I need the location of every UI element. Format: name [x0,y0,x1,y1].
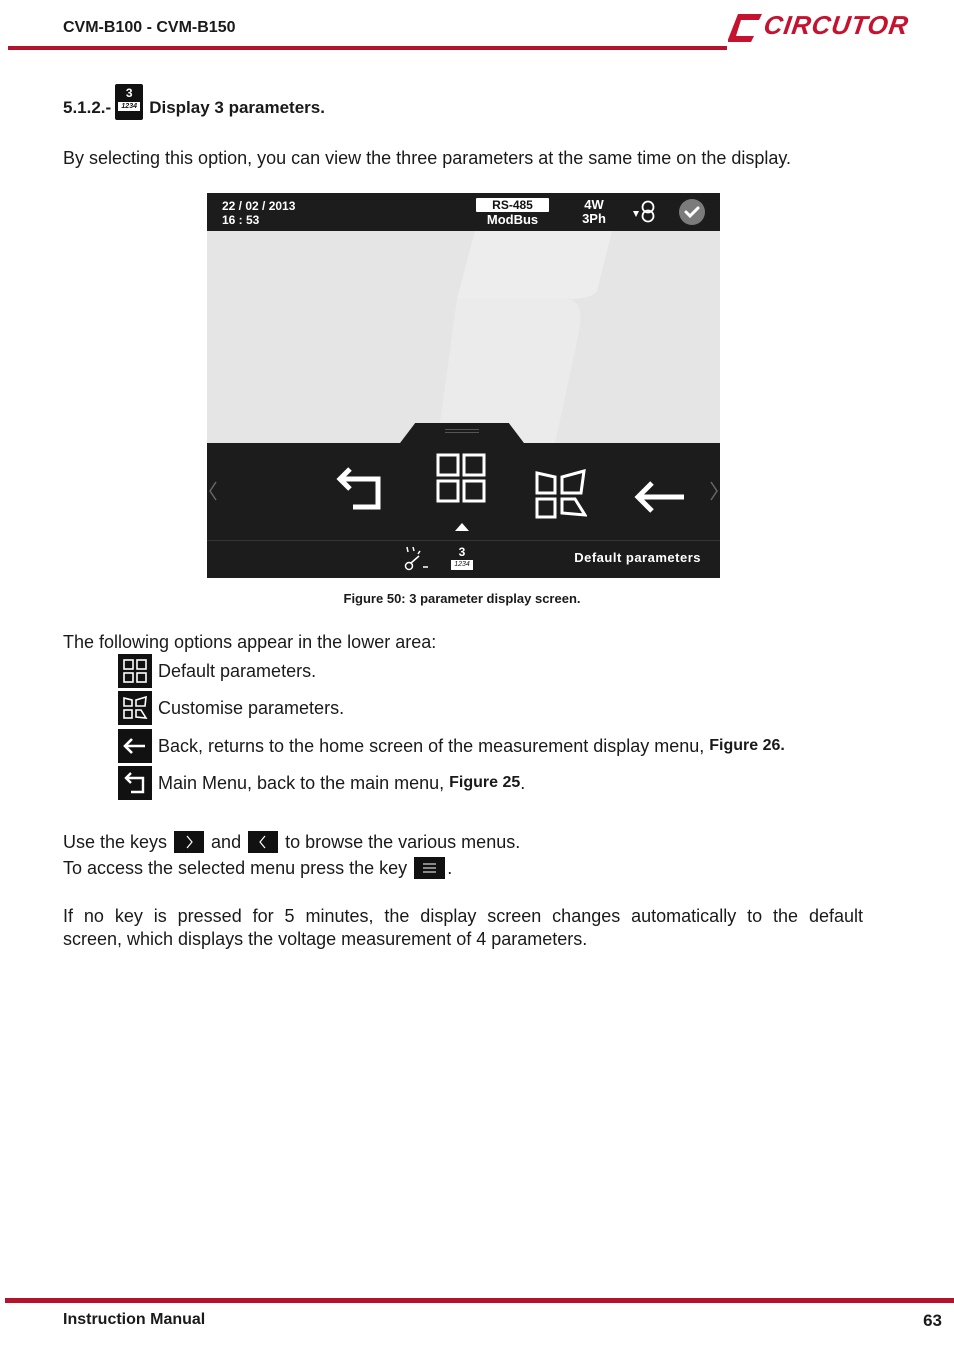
panel-tab-grip [445,429,479,433]
timeout-line1: If no key is pressed for 5 minutes, the display screen changes automatically to the default [63,906,863,926]
device-screen-figure [207,193,720,578]
status-datetime [222,199,295,227]
section-number: 5.1.2.- [63,98,112,117]
page-number: 63 [923,1311,942,1330]
option-main-menu [118,766,525,800]
gauge-icon [403,545,429,573]
wiring-type [577,198,611,226]
status-date: 22 / 02 / 2013 [222,199,296,213]
option-text: Default parameters. [158,660,317,681]
keys-text-start: Use the keys [63,831,168,852]
default-parameters-icon[interactable] [436,453,486,503]
figure-caption-text: Figure 50: 3 parameter display screen. [343,591,581,606]
menu-key-line [63,854,452,882]
default-parameters-icon [118,654,152,688]
option-customise-parameters [118,691,344,725]
menu-key-text: To access the selected menu press the key [63,857,408,878]
selection-caret-icon [455,523,469,531]
section-title: Display 3 parameters. [149,98,325,117]
back-arrow-icon [118,729,152,763]
scroll-right-icon[interactable] [708,479,720,503]
menu-key-icon [414,857,445,879]
wiring-line1: 4W [584,197,604,212]
icon-digits: 1234 [451,560,473,570]
right-key-icon [174,831,204,853]
back-arrow-icon[interactable] [634,479,686,515]
icon-digits: 1234 [118,102,140,111]
figure-reference: Figure 26. [709,737,785,754]
check-icon [679,199,705,225]
three-parameters-icon [450,545,474,573]
main-menu-icon [118,766,152,800]
customise-parameters-icon[interactable] [535,469,587,521]
options-intro: The following options appear in the lower area: [63,632,437,652]
option-text: Customise parameters. [158,697,345,718]
footer-manual-title: Instruction Manual [63,1311,206,1328]
option-text: Back, returns to the home screen of the measurement display menu, [158,735,705,756]
intro-paragraph: By selecting this option, you can view the three parameters at the same time on the display. [63,148,792,168]
three-parameters-icon [115,84,143,120]
option-back [118,729,785,763]
browse-keys-line [63,828,520,856]
figure-caption [0,591,954,606]
main-menu-icon[interactable] [334,461,384,513]
comm-protocol-badge: RS-485 [476,198,549,212]
keys-text-mid: and [211,831,242,852]
menu-key-text-end: . [447,857,453,878]
option-text: Main Menu, back to the main menu, [158,772,445,793]
left-key-icon [248,831,278,853]
timeout-paragraph [63,905,863,951]
icon-digit: 3 [125,86,133,100]
status-time: 16 : 53 [222,213,260,227]
document-model-header: CVM-B100 - CVM-B150 [63,19,236,36]
status-bar [207,193,720,231]
selected-option-label: Default parameters [574,550,701,565]
icon-digit: 3 [458,545,466,559]
figure-reference: Figure 25 [449,774,521,791]
transformer-icon [632,200,658,224]
customise-parameters-icon [118,691,152,725]
keys-text-end: to browse the various menus. [285,831,521,852]
screen-bottom-bar [207,540,720,578]
wiring-line2: 3Ph [582,211,606,226]
option-text-end: . [520,772,526,793]
timeout-line2: screen, which displays the voltage measurement of 4 parameters. [63,929,588,949]
header-divider [8,46,727,50]
option-default-parameters [118,654,316,688]
scroll-left-icon[interactable] [207,479,219,503]
comm-mode: ModBus [486,212,539,227]
section-heading [63,84,325,120]
footer-divider [5,1298,954,1303]
brand-wordmark: CIRCUTOR [761,10,911,40]
